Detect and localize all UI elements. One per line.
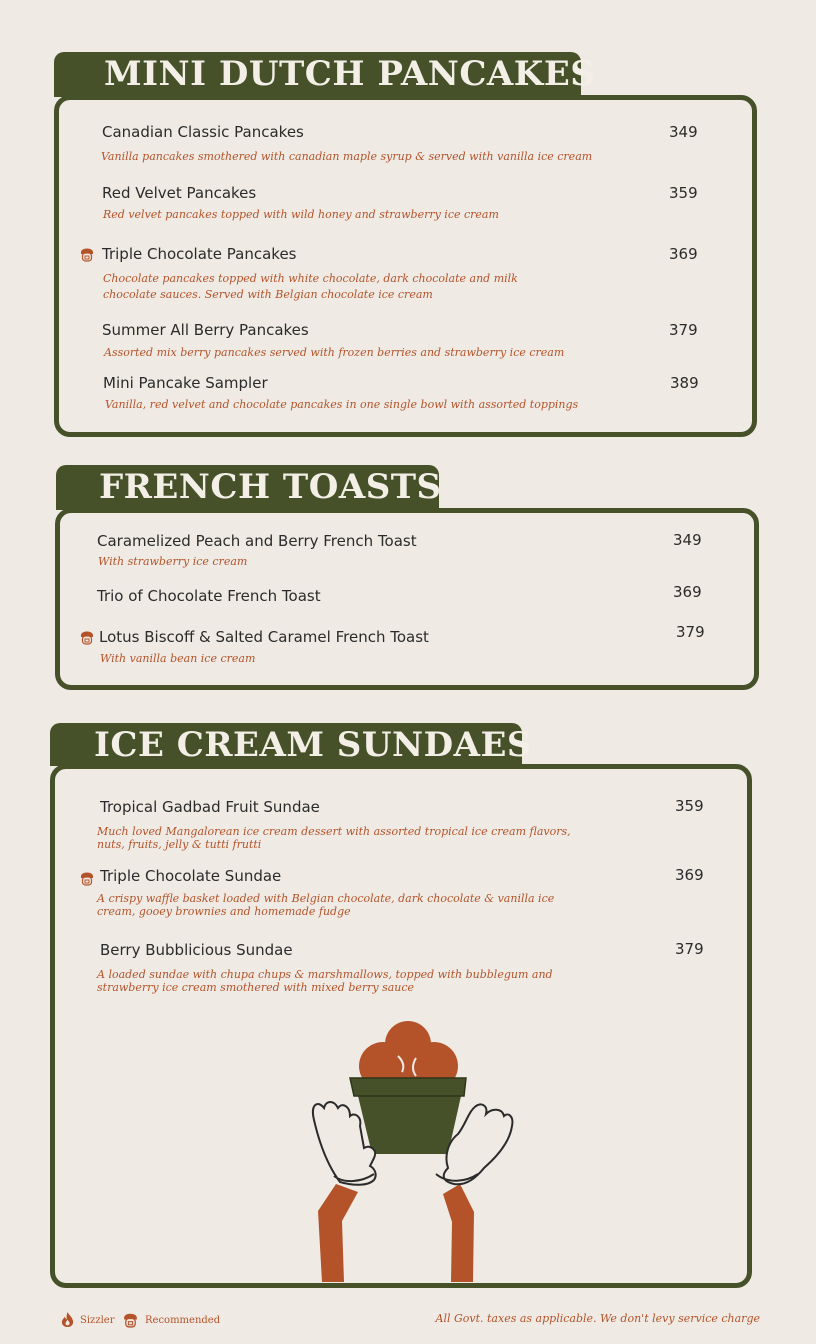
item-price: 359 xyxy=(669,184,698,202)
item-description: nuts, fruits, jelly & tutti frutti xyxy=(97,838,262,851)
item-name: Triple Chocolate Pancakes xyxy=(102,245,297,263)
sizzler-legend-label: Sizzler xyxy=(80,1315,115,1326)
item-price: 369 xyxy=(673,583,702,601)
item-name: Lotus Biscoff & Salted Caramel French Toast xyxy=(99,628,429,646)
item-name: Red Velvet Pancakes xyxy=(102,184,257,202)
item-price: 359 xyxy=(675,797,704,815)
item-description: Red velvet pancakes topped with wild honey and strawberry ice cream xyxy=(103,208,499,221)
item-price: 379 xyxy=(675,940,704,958)
item-name: Triple Chocolate Sundae xyxy=(100,867,282,885)
item-name: Mini Pancake Sampler xyxy=(103,374,268,392)
item-price: 369 xyxy=(669,245,698,263)
recommended-chef-icon xyxy=(79,869,95,886)
item-description: Much loved Mangalorean ice cream dessert with assorted tropical ice cream flavors, xyxy=(97,825,571,838)
item-name: Summer All Berry Pancakes xyxy=(102,321,309,339)
item-price: 349 xyxy=(669,123,698,141)
item-description: Assorted mix berry pancakes served with frozen berries and strawberry ice cream xyxy=(104,346,565,359)
section-title: MINI DUTCH PANCAKES xyxy=(54,52,581,97)
item-name: Tropical Gadbad Fruit Sundae xyxy=(100,798,320,816)
recommended-chef-icon xyxy=(122,1310,139,1328)
item-description: Vanilla, red velvet and chocolate pancakes in one single bowl with assorted toppings xyxy=(105,398,579,411)
tax-note: All Govt. taxes as applicable. We don't levy service charge xyxy=(435,1312,760,1325)
item-description: With vanilla bean ice cream xyxy=(100,652,256,665)
item-price: 379 xyxy=(676,623,705,641)
recommended-legend-label: Recommended xyxy=(145,1315,221,1326)
item-price: 379 xyxy=(669,321,698,339)
ice-cream-cup-illustration xyxy=(298,1016,558,1286)
item-description: A crispy waffle basket loaded with Belgian chocolate, dark chocolate & vanilla ice xyxy=(97,892,555,905)
sizzler-flame-icon xyxy=(60,1311,75,1328)
item-description: cream, gooey brownies and homemade fudge xyxy=(97,905,351,918)
item-name: Canadian Classic Pancakes xyxy=(102,123,304,141)
item-description: A loaded sundae with chupa chups & marshmallows, topped with bubblegum and xyxy=(97,968,553,981)
section-title: ICE CREAM SUNDAES xyxy=(50,723,522,766)
item-price: 369 xyxy=(675,866,704,884)
item-description: chocolate sauces. Served with Belgian chocolate ice cream xyxy=(103,288,433,301)
item-description: Vanilla pancakes smothered with canadian maple syrup & served with vanilla ice cream xyxy=(101,150,593,163)
item-name: Caramelized Peach and Berry French Toast xyxy=(97,532,417,550)
item-name: Berry Bubblicious Sundae xyxy=(100,941,293,959)
section-title: FRENCH TOASTS xyxy=(56,465,439,510)
item-price: 349 xyxy=(673,531,702,549)
item-name: Trio of Chocolate French Toast xyxy=(97,587,321,605)
item-description: strawberry ice cream smothered with mixed berry sauce xyxy=(97,981,415,994)
item-price: 389 xyxy=(670,374,699,392)
item-description: With strawberry ice cream xyxy=(98,555,248,568)
item-description: Chocolate pancakes topped with white chocolate, dark chocolate and milk xyxy=(103,272,518,285)
